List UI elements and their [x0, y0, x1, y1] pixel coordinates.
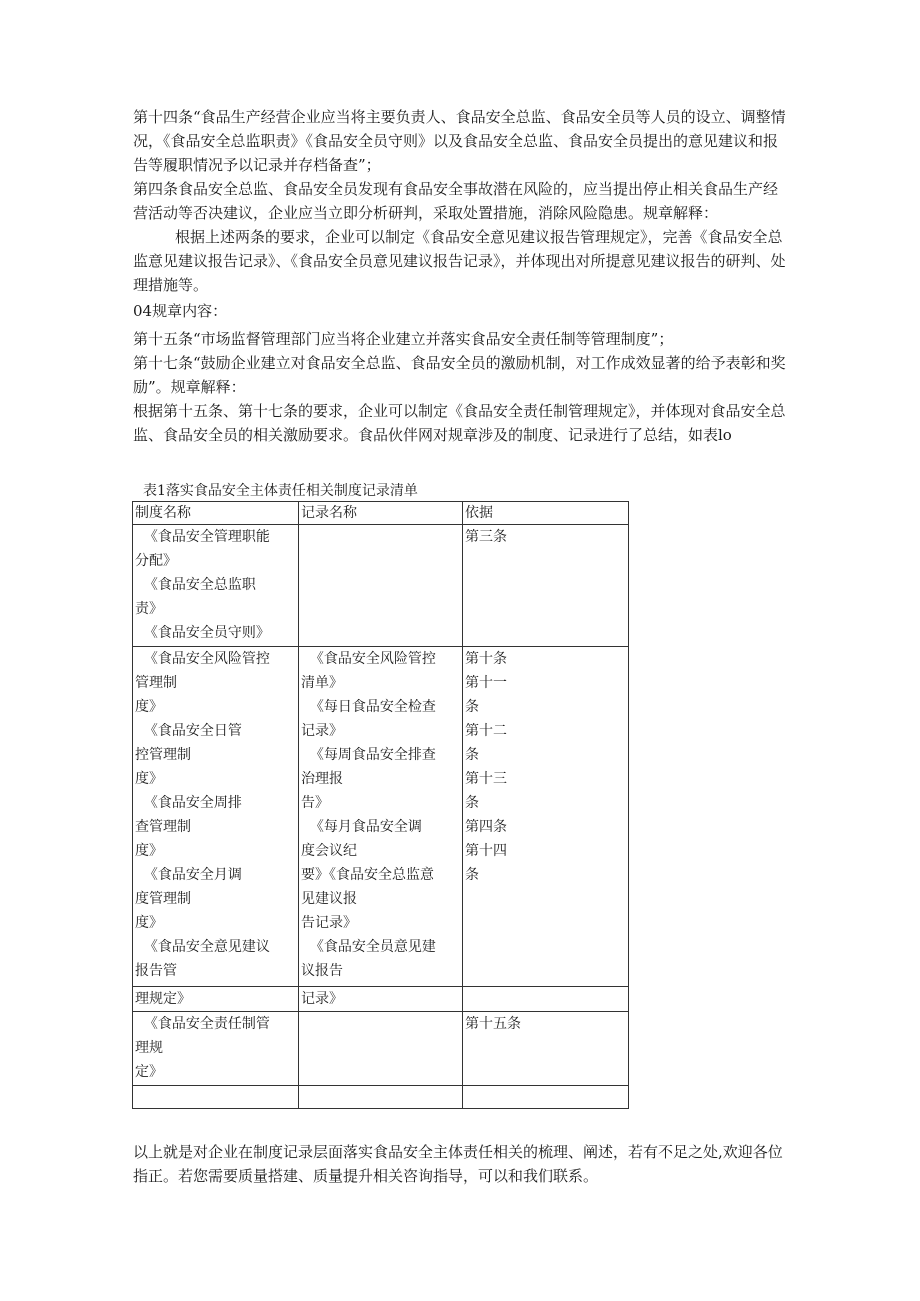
table-header-row	[133, 502, 629, 525]
cell-line: 度管理制	[135, 891, 191, 907]
cell-line: 记录》	[301, 991, 343, 1007]
cell-line: 第十一	[465, 675, 507, 691]
paragraph-article-4: 第四条食品安全总监、食品安全员发现有食品安全事故潜在风险的，应当提出停止相关食品生产经营活动等否决建议，企业应当立即分析研判，采取处置措施，消除风险隐患。规章解释：	[133, 180, 779, 222]
table-row	[133, 1086, 629, 1109]
cell-line: 度》	[135, 699, 163, 715]
cell-basis	[463, 987, 629, 1012]
cell-system-name	[133, 1012, 299, 1086]
cell-system-name	[133, 987, 299, 1012]
table-row	[133, 1012, 629, 1086]
table-row	[133, 525, 629, 647]
cell-line: 理规	[135, 1040, 163, 1056]
cell-line: 《食品安全月调	[135, 867, 242, 883]
header-system-name: 制度名称	[133, 502, 299, 525]
cell-line: 条	[465, 867, 479, 883]
cell-line: 第十四	[465, 843, 507, 859]
cell-basis	[463, 1012, 629, 1086]
cell-line: 《食品安全责任制管	[135, 1016, 270, 1032]
cell-line: 责》	[135, 601, 163, 617]
cell-line: 第十五条	[465, 1016, 521, 1032]
cell-record-name	[299, 1012, 463, 1086]
cell-line: 《每月食品安全调	[301, 819, 422, 835]
cell-line: 管理制	[135, 675, 177, 691]
cell-line: 控管理制	[135, 747, 191, 763]
cell-line: 度》	[135, 843, 163, 859]
cell-line: 清单》	[301, 675, 343, 691]
cell-record-name	[299, 647, 463, 987]
cell-line: 告记录》	[301, 915, 357, 931]
cell-line: 理规定》	[135, 991, 191, 1007]
cell-line: 《食品安全意见建议	[135, 939, 270, 955]
cell-line: 分配》	[135, 553, 177, 569]
header-basis: 依据	[463, 502, 629, 525]
paragraph-article-14: 第十四条“食品生产经营企业应当将主要负责人、食品安全总监、食品安全员等人员的设立、调整情况，《食品安全总监职责》《食品安全员守则》以及食品安全总监、食品安全员提出的意见建议和报告等履职情况予以记录并存档备查”；	[133, 108, 786, 174]
cell-line: 《每周食品安全排查	[301, 747, 436, 763]
header-record-name: 记录名称	[299, 502, 463, 525]
paragraph-interpretation-1: 根据上述两条的要求，企业可以制定《食品安全意见建议报告管理规定》，完善《食品安全总监意见建议报告记录》、《食品安全员意见建议报告记录》，并体现出对所提意见建议报告的研判、处理措施等。	[133, 228, 786, 294]
cell-line: 度会议纪	[301, 843, 357, 859]
cell-line: 《食品安全总监职	[135, 577, 256, 593]
cell-line: 条	[465, 795, 479, 811]
cell-record-name	[299, 525, 463, 647]
cell-record-name	[299, 987, 463, 1012]
cell-line: 查管理制	[135, 819, 191, 835]
cell-line: 见建议报	[301, 891, 357, 907]
cell-system-name	[133, 525, 299, 647]
table-row	[133, 987, 629, 1012]
cell-line: 第四条	[465, 819, 507, 835]
cell-line: 报告管	[135, 963, 177, 979]
cell-system-name	[133, 647, 299, 987]
cell-line: 度》	[135, 771, 163, 787]
section-heading-04: 04规章内容：	[133, 302, 228, 320]
paragraph-interpretation-2: 根据第十五条、第十七条的要求，企业可以制定《食品安全责任制管理规定》，并体现对食品安全总监、食品安全员的相关激励要求。食品伙伴网对规章涉及的制度、记录进行了总结，如表lo	[133, 402, 786, 444]
cell-line: 《食品安全风险管控	[301, 651, 436, 667]
cell-line: 定》	[135, 1064, 163, 1080]
cell-line: 第十条	[465, 651, 507, 667]
records-table	[132, 501, 629, 1109]
cell-line: 第三条	[465, 529, 507, 545]
cell-line: 《每日食品安全检查	[301, 699, 436, 715]
cell-system-name	[133, 1086, 299, 1109]
table-row	[133, 647, 629, 987]
cell-line: 记录》	[301, 723, 343, 739]
body-text	[133, 105, 789, 447]
cell-line: 《食品安全风险管控	[135, 651, 270, 667]
cell-line: 《食品安全管理职能	[135, 529, 270, 545]
cell-line: 议报告	[301, 963, 343, 979]
cell-line: 告》	[301, 795, 329, 811]
table-caption: 表1落实食品安全主体责任相关制度记录清单	[143, 483, 418, 499]
cell-line: 第十三	[465, 771, 507, 787]
cell-basis	[463, 1086, 629, 1109]
cell-line: 度》	[135, 915, 163, 931]
cell-line: 《食品安全日管	[135, 723, 242, 739]
cell-basis	[463, 647, 629, 987]
cell-line: 条	[465, 747, 479, 763]
cell-line: 《食品安全员意见建	[301, 939, 436, 955]
paragraph-article-17: 第十七条“鼓励企业建立对食品安全总监、食品安全员的激励机制，对工作成效显著的给予表彰和奖励”。规章解释：	[133, 354, 786, 396]
cell-line: 《食品安全员守则》	[135, 625, 270, 641]
cell-basis	[463, 525, 629, 647]
cell-record-name	[299, 1086, 463, 1109]
cell-line: 《食品安全周排	[135, 795, 242, 811]
closing-paragraph: 以上就是对企业在制度记录层面落实食品安全主体责任相关的梳理、阐述，若有不足之处,欢迎各位指正。若您需要质量搭建、质量提升相关咨询指导，可以和我们联系。	[133, 1143, 783, 1185]
cell-line: 条	[465, 699, 479, 715]
paragraph-article-15: 第十五条“市场监督管理部门应当将企业建立并落实食品安全责任制等管理制度”；	[133, 330, 674, 348]
cell-line: 要》《食品安全总监意	[301, 867, 434, 883]
cell-line: 治理报	[301, 771, 343, 787]
cell-line: 第十二	[465, 723, 507, 739]
